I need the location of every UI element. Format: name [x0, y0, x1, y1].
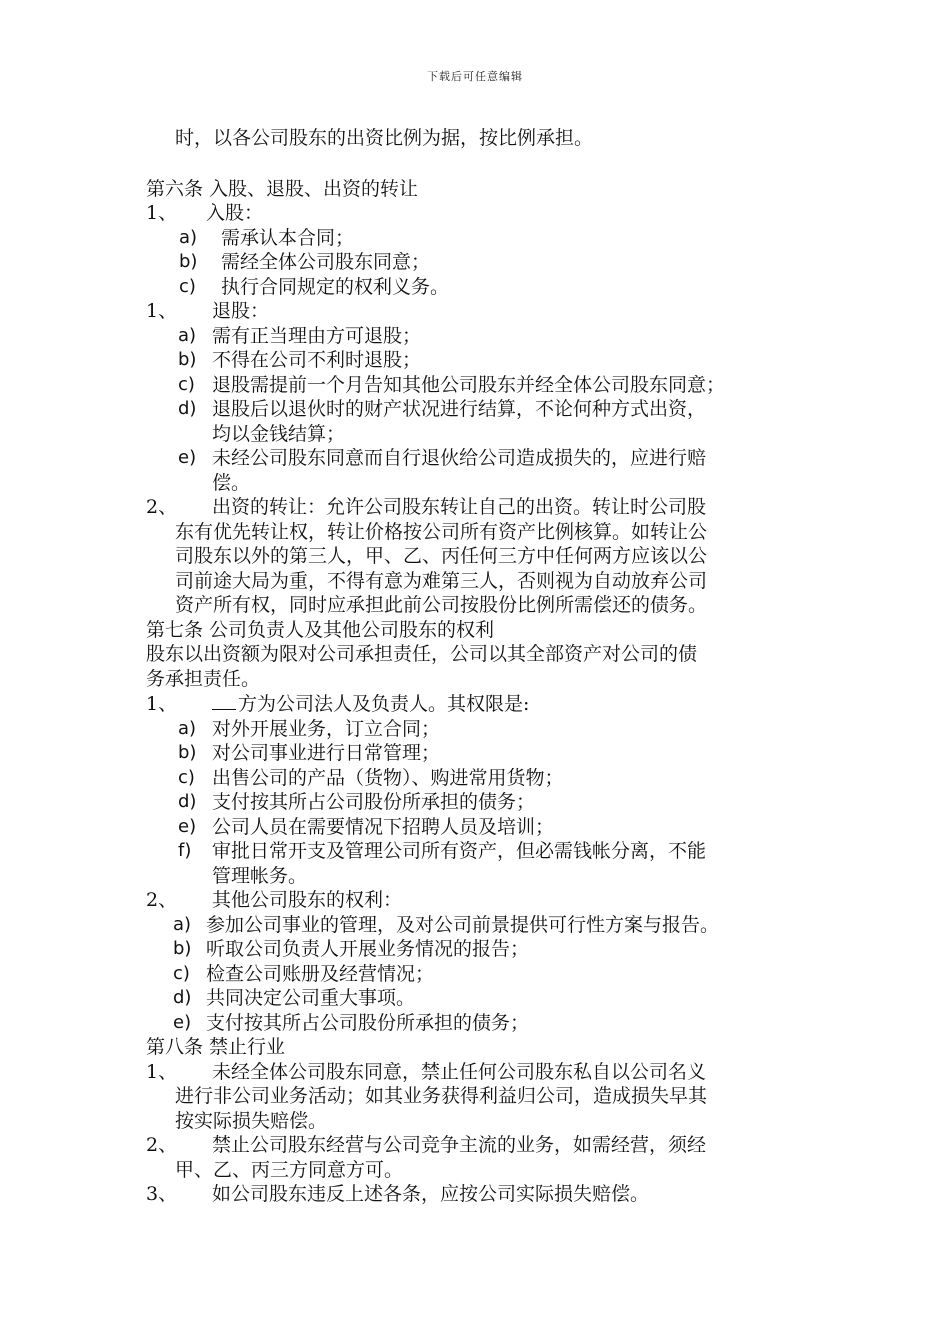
item-text: 入股：	[206, 202, 264, 224]
sub-item-continuation: 管理帐务。	[212, 864, 308, 887]
item-text: 退股：	[212, 300, 270, 322]
sub-marker: e)	[173, 1011, 192, 1033]
sub-text: 不得在公司不利时退股；	[212, 349, 422, 371]
sub-item	[146, 1011, 816, 1036]
list-item	[146, 1133, 816, 1158]
sub-text: 检查公司账册及经营情况；	[206, 962, 435, 985]
sub-text: 支付按其所占公司股份所承担的债务；	[206, 1011, 530, 1034]
sub-marker: a)	[173, 913, 192, 935]
item-continuation: 进行非公司业务活动；如其业务获得利益归公司，造成损失早其	[175, 1085, 708, 1107]
sub-item	[146, 766, 816, 791]
sub-item-continuation: 均以金钱结算；	[212, 422, 346, 445]
sub-marker: c)	[178, 373, 195, 395]
item-text: 出资的转让：允许公司股东转让自己的出资。转让时公司股	[212, 496, 707, 518]
list-item	[146, 495, 816, 520]
sub-text: 听取公司负责人开展业务情况的报告；	[206, 938, 530, 960]
sub-marker: a)	[178, 717, 197, 739]
paragraph-line: 股东以出资额为限对公司承担责任，公司以其全部资产对公司的债	[146, 643, 698, 665]
blank-underline	[212, 691, 236, 710]
article-6-heading: 第六条 入股、退股、出资的转让	[146, 177, 419, 200]
sub-text: 对外开展业务，订立合同；	[212, 717, 441, 740]
list-item	[146, 201, 816, 226]
item-number: 2、	[146, 496, 178, 518]
sub-marker: b)	[178, 349, 197, 370]
sub-marker: b)	[173, 938, 192, 959]
sub-marker: d)	[178, 398, 197, 419]
sub-text: 需经全体公司股东同意；	[221, 251, 431, 273]
sub-item	[146, 986, 816, 1011]
sub-text: 退股后以退伙时的财产状况进行结算，不论何种方式出资，	[212, 398, 707, 420]
sub-text: 参加公司事业的管理，及对公司前景提供可行性方案与报告。	[206, 913, 720, 936]
item-continuation: 司股东以外的第三人，甲、乙、丙任何三方中任何两方应该以公	[175, 545, 708, 567]
sub-marker: c)	[178, 766, 195, 788]
sub-marker: a)	[179, 226, 198, 248]
item-number: 1、	[146, 202, 178, 224]
list-item	[146, 1060, 816, 1085]
sub-item	[146, 741, 816, 766]
item-text: 禁止公司股东经营与公司竞争主流的业务，如需经营，须经	[212, 1134, 707, 1156]
item-continuation: 按实际损失赔偿。	[175, 1109, 328, 1132]
sub-marker: b)	[178, 742, 197, 763]
sub-item	[146, 839, 816, 864]
sub-item	[146, 348, 816, 373]
sub-item	[146, 373, 816, 398]
item-continuation: 甲、乙、丙三方同意方可。	[175, 1158, 404, 1181]
item-continuation: 东有优先转让权，转让价格按公司所有资产比例核算。如转让公	[175, 520, 708, 543]
item-number: 1、	[146, 300, 178, 322]
sub-item	[146, 815, 816, 840]
item-number: 1、	[146, 693, 178, 715]
sub-text: 需承认本合同；	[221, 226, 355, 249]
sub-item	[146, 250, 816, 275]
sub-item	[146, 962, 816, 987]
article-8-heading: 第八条 禁止行业	[146, 1036, 286, 1058]
sub-text: 执行合同规定的权利义务。	[221, 275, 450, 298]
sub-item	[146, 913, 816, 938]
article-7-heading: 第七条 公司负责人及其他公司股东的权利	[146, 618, 495, 641]
list-item	[146, 691, 816, 717]
sub-marker: f)	[178, 840, 192, 861]
item-text: 未经全体公司股东同意，禁止任何公司股东私自以公司名义	[212, 1060, 707, 1083]
sub-text: 对公司事业进行日常管理；	[212, 742, 441, 764]
item-text: 其他公司股东的权利：	[212, 889, 403, 911]
sub-text: 公司人员在需要情况下招聘人员及培训；	[212, 815, 555, 838]
sub-marker: c)	[179, 275, 196, 297]
sub-marker: d)	[173, 987, 192, 1008]
item-continuation: 司前途大局为重，不得有意为难第三人，否则视为自动放弃公司	[175, 569, 708, 592]
sub-text: 审批日常开支及管理公司所有资产，但必需钱帐分离，不能	[212, 840, 707, 862]
item-number: 2、	[146, 1134, 178, 1156]
sub-item	[146, 790, 816, 815]
sub-text: 未经公司股东同意而自行退伙给公司造成损失的，应进行赔	[212, 447, 707, 469]
item-number: 1、	[146, 1060, 178, 1083]
sub-item	[146, 275, 816, 300]
document-body	[146, 126, 816, 1207]
item-continuation: 资产所有权，同时应承担此前公司按股份比例所需偿还的债务。	[175, 594, 708, 616]
sub-item	[146, 324, 816, 349]
sub-marker: a)	[178, 324, 197, 346]
list-item	[146, 888, 816, 913]
paragraph-line: 时，以各公司股东的出资比例为据，按比例承担。	[175, 127, 594, 149]
list-item	[146, 1182, 816, 1207]
paragraph-line: 务承担责任。	[146, 667, 261, 690]
item-number: 2、	[146, 889, 178, 911]
sub-item	[146, 937, 816, 962]
sub-marker: b)	[179, 251, 198, 272]
item-text: 如公司股东违反上述各条，应按公司实际损失赔偿。	[212, 1183, 650, 1205]
list-item	[146, 299, 816, 324]
sub-text: 出售公司的产品（货物）、购进常用货物；	[212, 766, 564, 789]
sub-item	[146, 397, 816, 422]
sub-text: 支付按其所占公司股份所承担的债务；	[212, 791, 536, 813]
sub-marker: d)	[178, 791, 197, 812]
sub-text: 需有正当理由方可退股；	[212, 324, 422, 347]
sub-item	[146, 446, 816, 471]
sub-marker: e)	[178, 447, 197, 468]
sub-item-continuation: 偿。	[212, 471, 251, 494]
page-header: 下载后可任意编辑	[427, 70, 523, 83]
sub-text: 退股需提前一个月告知其他公司股东并经全体公司股东同意；	[212, 373, 726, 396]
sub-marker: c)	[173, 962, 190, 984]
sub-text: 共同决定公司重大事项。	[206, 987, 416, 1009]
sub-item	[146, 226, 816, 251]
item-text: 方为公司法人及负责人。其权限是:	[238, 693, 530, 715]
item-number: 3、	[146, 1183, 178, 1205]
sub-marker: e)	[178, 815, 197, 837]
sub-item	[146, 717, 816, 742]
